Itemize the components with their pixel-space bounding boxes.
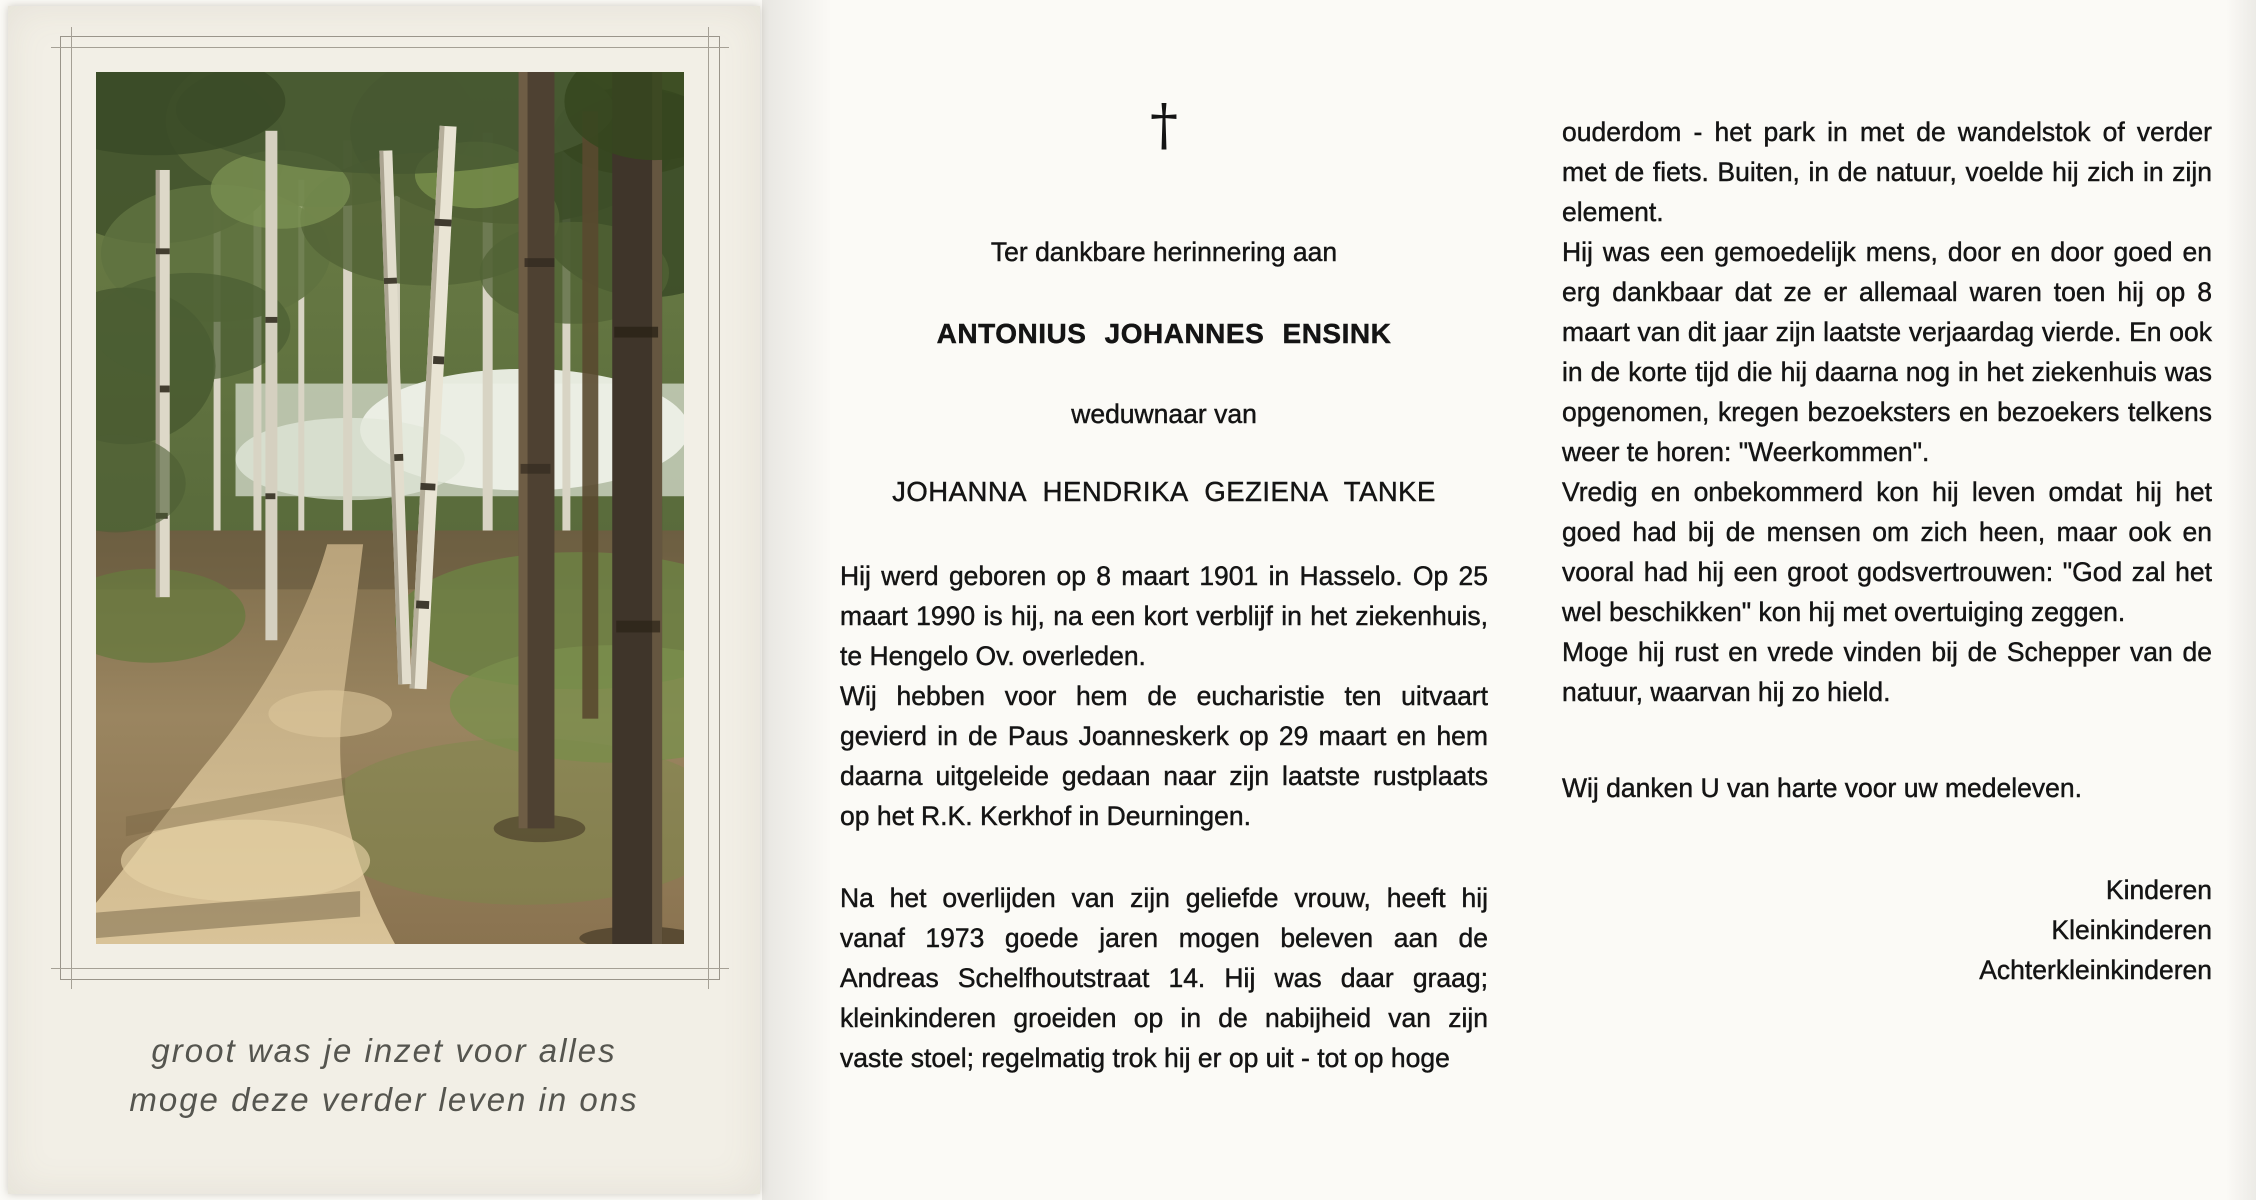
caption-line-1: groot was je inzet voor alles — [151, 1032, 617, 1069]
caption-line-2: moge deze verder leven in ons — [129, 1081, 639, 1118]
paragraph-character: Hij was een gemoedelijk mens, door en door goed en erg dankbaar dat ze er allemaal waren toen hij op 8 maart van dit jaar zijn laatste verjaardag vierde. En ook in de korte tijd die hij daarna nog in het ziekenhuis was opgenomen, kregen bezoeksters en bezoekers telkens weer te horen: "Weerkommen". — [1562, 237, 2212, 467]
frame-line — [708, 27, 709, 989]
signature-kleinkinderen: Kleinkinderen — [2051, 915, 2212, 945]
memorial-text-column-1 — [840, 0, 1488, 1078]
signatures — [1562, 870, 2212, 990]
deceased-name: ANTONIUS JOHANNES ENSINK — [936, 318, 1392, 349]
memorial-text-column-2 — [1562, 0, 2212, 990]
photo-panel — [8, 6, 760, 1194]
spouse-name: JOHANNA HENDRIKA GEZIENA TANKE — [892, 476, 1436, 507]
forest-photo-illustration — [96, 72, 684, 944]
photo-caption — [8, 1026, 760, 1124]
paragraph-old-age: ouderdom - het park in met de wandelstok of verder met de fiets. Buiten, in de natuur, voelde hij zich in zijn element. — [1562, 117, 2212, 227]
thanks-line: Wij danken U van harte voor uw medeleven. — [1562, 773, 2082, 803]
fold-shadow-left — [762, 0, 832, 1200]
paragraph-funeral: Wij hebben voor hem de eucharistie ten uitvaart gevierd in de Paus Joanneskerk op 29 maart en hem daarna uitgeleide gedaan naar zijn laatste rustplaats op het R.K. Kerkhof in Deurningen. — [840, 681, 1488, 831]
frame-line — [51, 968, 729, 969]
relation-line: weduwnaar van — [1071, 399, 1257, 429]
intro-line: Ter dankbare herinnering aan — [990, 237, 1338, 267]
paragraph-widower-years: Na het overlijden van zijn geliefde vrouw, heeft hij vanaf 1973 goede jaren mogen beleven aan de Andreas Schelfhoutstraat 14. Hij was daar graag; kleinkinderen groeiden op in de nabijheid van zijn vaste stoel; regelmatig trok hij er op uit - tot op hoge — [840, 883, 1488, 1073]
cross-icon: † — [1150, 93, 1178, 158]
frame-line — [71, 27, 72, 989]
frame-line — [51, 47, 729, 48]
forest-photo — [96, 72, 684, 944]
signature-kinderen: Kinderen — [2105, 875, 2212, 905]
paragraph-rest: Moge hij rust en vrede vinden bij de Schepper van de natuur, waarvan hij zo hield. — [1562, 637, 2212, 707]
fold-shadow-right — [2226, 0, 2256, 1200]
photo-frame — [60, 36, 720, 980]
signature-achterkleinkinderen: Achterkleinkinderen — [1979, 955, 2212, 985]
paragraph-faith: Vredig en onbekommerd kon hij leven omdat hij het goed had bij de mensen om zich heen, maar ook en vooral had hij een groot godsvertrouwen: "God zal het wel beschikken" kon hij met overtuiging zeggen. — [1562, 477, 2212, 627]
paragraph-birth-death: Hij werd geboren op 8 maart 1901 in Hasselo. Op 25 maart 1990 is hij, na een kort verblijf in het ziekenhuis, te Hengelo Ov. overleden. — [840, 561, 1488, 671]
